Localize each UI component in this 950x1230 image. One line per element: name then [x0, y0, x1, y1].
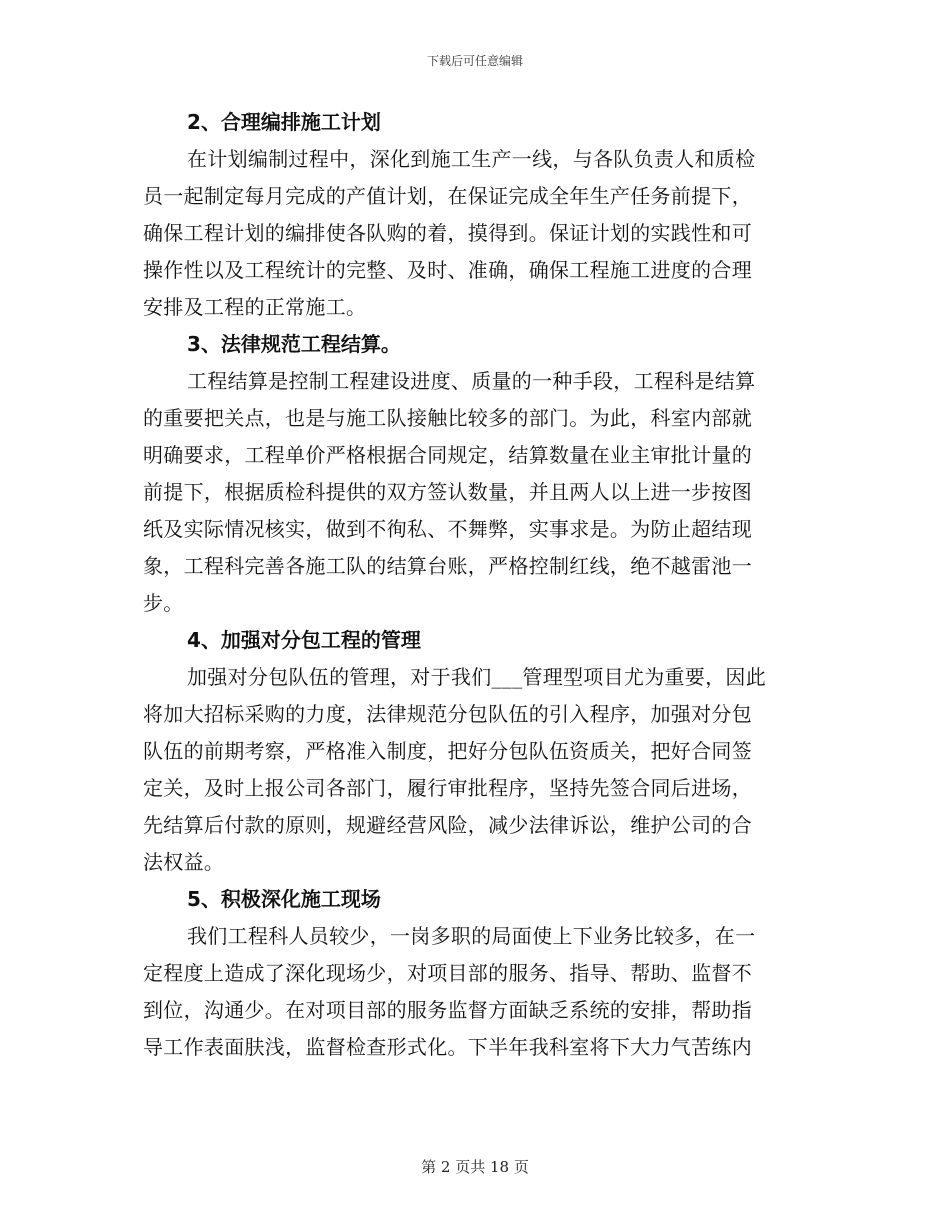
page-number-footer: 第 2 页共 18 页	[421, 1158, 529, 1176]
text-line: 操作性以及工程统计的完整、及时、准确，确保工程施工进度的合理	[143, 258, 752, 282]
document-body	[143, 104, 811, 1066]
text-line: 先结算后付款的原则，规避经营风险，减少法律诉讼，维护公司的合	[143, 813, 752, 837]
text-line: 到位，沟通少。在对项目部的服务监督方面缺乏系统的安排，帮助指	[143, 998, 752, 1022]
text-line: 确保工程计划的编排使各队购的着，摸得到。保证计划的实践性和可	[143, 221, 752, 245]
section-paragraph-4	[143, 659, 811, 881]
text-line: 队伍的前期考察，严格准入制度，把好分包队伍资质关，把好合同签	[143, 739, 752, 763]
section-paragraph-3	[143, 363, 811, 622]
section-heading-4: 4、加强对分包工程的管理	[187, 628, 421, 652]
page-header: 下载后可任意编辑	[426, 54, 523, 68]
text-line: 加强对分包队伍的管理，对于我们___管理型项目尤为重要，因此	[187, 665, 766, 689]
text-line: 在计划编制过程中，深化到施工生产一线，与各队负责人和质检	[187, 147, 756, 171]
text-line: 工程结算是控制工程建设进度、质量的一种手段，工程科是结算	[187, 369, 756, 393]
text-line: 纸及实际情况核实，做到不徇私、不舞弊，实事求是。为防止超结现	[143, 517, 752, 541]
section-paragraph-2	[143, 141, 811, 326]
text-line: 的重要把关点，也是与施工队接触比较多的部门。为此，科室内部就	[143, 406, 752, 430]
section-heading-5: 5、积极深化施工现场	[187, 887, 381, 911]
text-line: 定关，及时上报公司各部门，履行审批程序，坚持先签合同后进场，	[143, 776, 752, 800]
text-line: 导工作表面肤浅，监督检查形式化。下半年我科室将下大力气苦练内	[143, 1035, 752, 1059]
section-heading-3: 3、法律规范工程结算。	[187, 332, 401, 356]
text-line: 将加大招标采购的力度，法律规范分包队伍的引入程序，加强对分包	[143, 702, 752, 726]
text-line: 员一起制定每月完成的产值计划，在保证完成全年生产任务前提下，	[143, 184, 752, 208]
text-line: 步。	[143, 591, 184, 615]
text-line: 法权益。	[143, 850, 225, 874]
text-line: 象，工程科完善各施工队的结算台账，严格控制红线，绝不越雷池一	[143, 554, 752, 578]
text-line: 明确要求，工程单价严格根据合同规定，结算数量在业主审批计量的	[143, 443, 752, 467]
section-heading-2: 2、合理编排施工计划	[187, 110, 381, 134]
text-line: 我们工程科人员较少，一岗多职的局面使上下业务比较多，在一	[187, 924, 756, 948]
text-line: 安排及工程的正常施工。	[143, 295, 367, 319]
section-paragraph-5	[143, 918, 811, 1066]
text-line: 定程度上造成了深化现场少，对项目部的服务、指导、帮助、监督不	[143, 961, 752, 985]
text-line: 前提下，根据质检科提供的双方签认数量，并且两人以上进一步按图	[143, 480, 752, 504]
